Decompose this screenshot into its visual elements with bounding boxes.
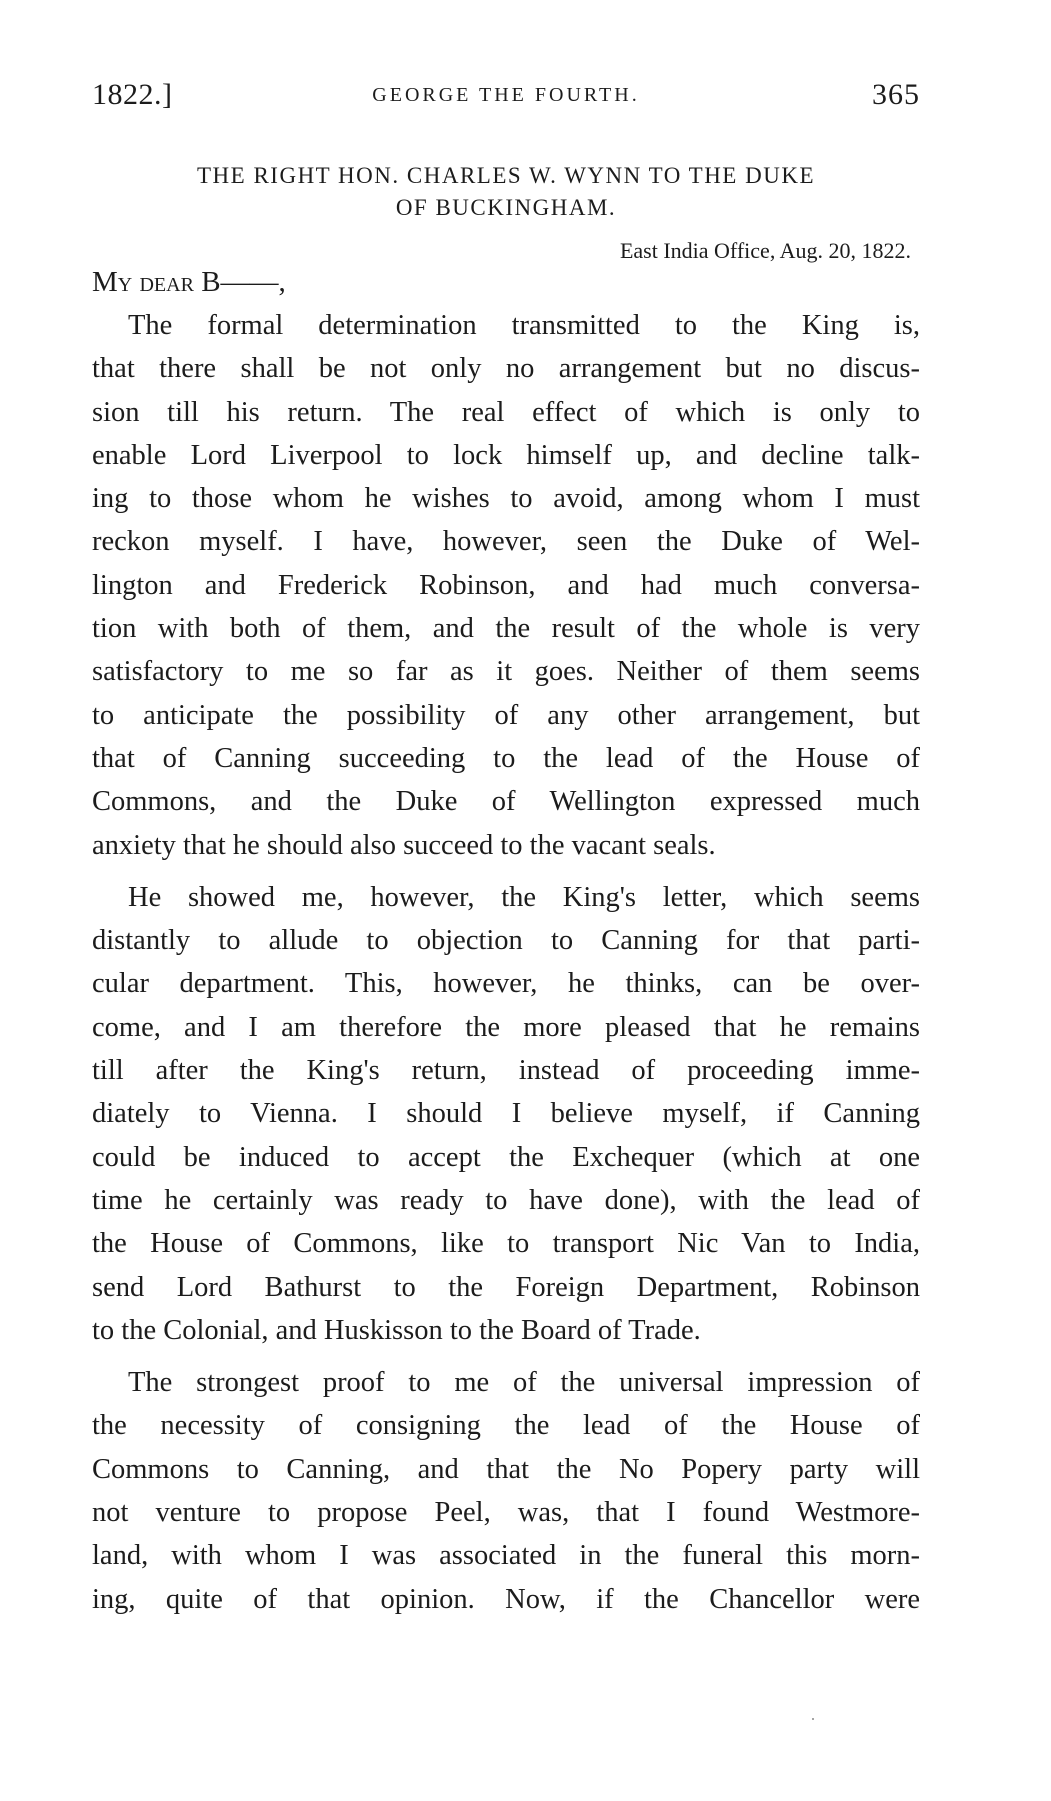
paragraph xyxy=(92,304,920,867)
paragraph xyxy=(92,1361,920,1621)
salutation-prefix: My dear xyxy=(92,266,194,298)
letter-heading-line: OF BUCKINGHAM. xyxy=(395,195,617,220)
text-line: come, and I am therefore the more pleased that he remains xyxy=(92,1011,920,1043)
text-line: enable Lord Liverpool to lock himself up, and decline talk- xyxy=(92,439,920,471)
text-line: the House of Commons, like to transport Nic Van to India, xyxy=(92,1228,920,1260)
running-head-title: GEORGE THE FOURTH. xyxy=(372,84,640,106)
text-line: sion till his return. The real effect of which is only to xyxy=(92,396,920,428)
text-line: diately to Vienna. I should I believe myself, if Canning xyxy=(92,1098,920,1130)
text-line: to anticipate the possibility of any other arrangement, but xyxy=(92,699,920,731)
running-head-year: 1822.] xyxy=(92,78,173,111)
text-line: that of Canning succeeding to the lead of the House of xyxy=(92,742,920,774)
text-line: cular department. This, however, he thinks, can be over- xyxy=(92,968,920,1000)
letter-body xyxy=(92,304,920,1630)
text-line: send Lord Bathurst to the Foreign Department, Robinson xyxy=(92,1271,920,1303)
text-line: The strongest proof to me of the universal impression of xyxy=(128,1367,920,1399)
text-line: time he certainly was ready to have done), with the lead of xyxy=(92,1184,920,1216)
text-line: anxiety that he should also succeed to the vacant seals. xyxy=(92,829,716,861)
letter-salutation xyxy=(92,266,286,299)
text-line: He showed me, however, the King's letter, which seems xyxy=(128,881,920,913)
text-line: reckon myself. I have, however, seen the Duke of Wel- xyxy=(92,526,920,558)
running-head xyxy=(92,78,920,118)
text-line: lington and Frederick Robinson, and had much conversa- xyxy=(92,569,920,601)
text-line: Commons, and the Duke of Wellington expressed much xyxy=(92,786,920,818)
text-line: tion with both of them, and the result of the whole is very xyxy=(92,613,920,645)
letter-heading-line: THE RIGHT HON. CHARLES W. WYNN TO THE DUKE xyxy=(197,163,815,188)
text-line: ing to those whom he wishes to avoid, among whom I must xyxy=(92,483,920,515)
text-line: Commons to Canning, and that the No Popery party will xyxy=(92,1453,920,1485)
text-line: to the Colonial, and Huskisson to the Board of Trade. xyxy=(92,1314,701,1346)
text-line: not venture to propose Peel, was, that I found Westmore- xyxy=(92,1497,920,1529)
text-line: till after the King's return, instead of proceeding imme- xyxy=(92,1055,920,1087)
paragraph xyxy=(92,876,920,1352)
text-line: ing, quite of that opinion. Now, if the Chancellor were xyxy=(92,1583,920,1615)
letter-heading xyxy=(92,160,920,224)
text-line: that there shall be not only no arrangement but no discus- xyxy=(92,353,920,385)
text-line: could be induced to accept the Exchequer (which at one xyxy=(92,1141,920,1173)
text-line: distantly to allude to objection to Canning for that parti- xyxy=(92,925,920,957)
page-number: 365 xyxy=(872,78,920,111)
salutation-name: B——, xyxy=(201,266,286,298)
text-line: the necessity of consigning the lead of the House of xyxy=(92,1410,920,1442)
text-line: land, with whom I was associated in the funeral this morn- xyxy=(92,1540,920,1572)
text-line: The formal determination transmitted to the King is, xyxy=(128,310,920,341)
letter-dateline: East India Office, Aug. 20, 1822. xyxy=(619,238,911,263)
print-speck xyxy=(812,1718,814,1720)
text-line: satisfactory to me so far as it goes. Neither of them seems xyxy=(92,656,920,688)
